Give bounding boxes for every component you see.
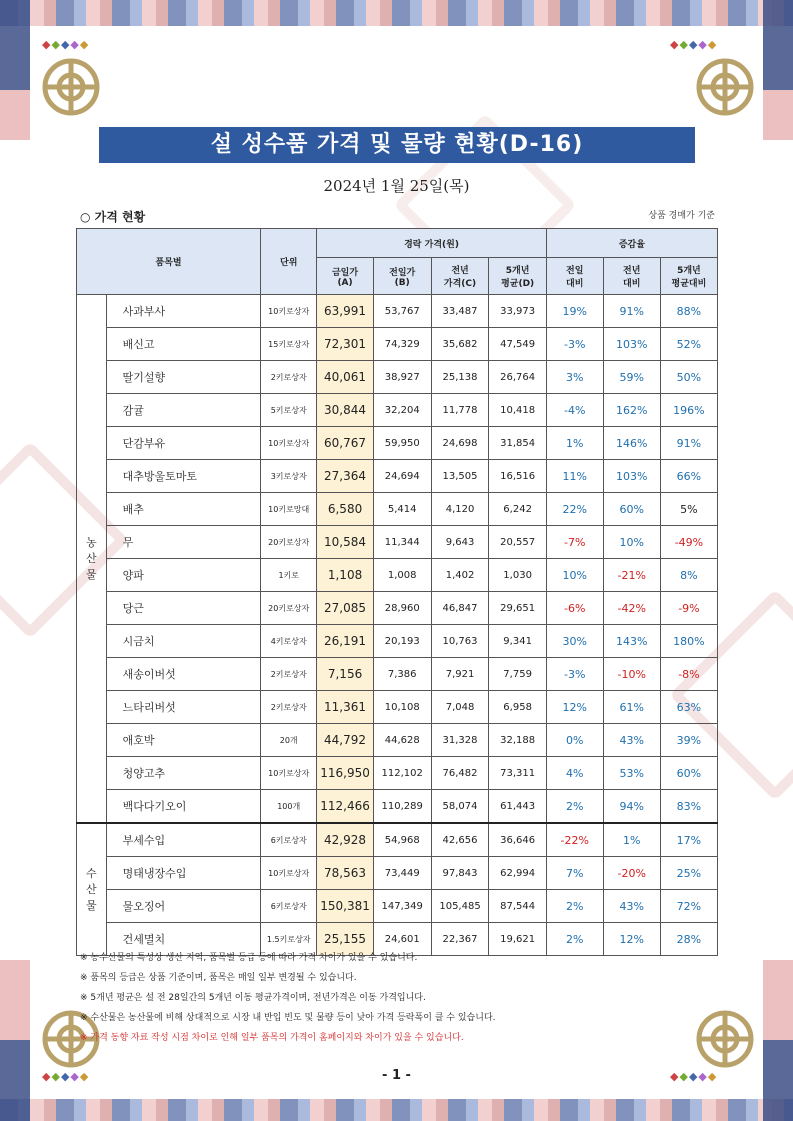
previous-day-price: 10,108: [373, 691, 431, 724]
table-row: [77, 625, 718, 658]
item-name: 부세수입: [106, 823, 261, 857]
five-year-average: 10,418: [489, 394, 546, 427]
table-row: [77, 427, 718, 460]
item-unit: 2키로상자: [261, 691, 317, 724]
diamond-row-top-right-icon: ◆◆◆◆◆: [670, 38, 718, 51]
previous-day-price: 74,329: [373, 328, 431, 361]
change-vs-last-year: 10%: [603, 526, 660, 559]
today-price: 60,767: [317, 427, 374, 460]
change-vs-last-year: -20%: [603, 857, 660, 890]
five-year-average: 1,030: [489, 559, 546, 592]
last-year-price: 11,778: [431, 394, 489, 427]
header-change-group: 증감율: [546, 229, 717, 258]
previous-day-price: 5,414: [373, 493, 431, 526]
change-vs-last-year: 143%: [603, 625, 660, 658]
today-price: 150,381: [317, 890, 374, 923]
today-price: 78,563: [317, 857, 374, 890]
change-vs-five-year: 39%: [660, 724, 717, 757]
diamond-row-bottom-left-icon: ◆◆◆◆◆: [42, 1070, 90, 1083]
five-year-average: 32,188: [489, 724, 546, 757]
today-price: 30,844: [317, 394, 374, 427]
change-vs-last-year: 146%: [603, 427, 660, 460]
previous-day-price: 44,628: [373, 724, 431, 757]
footnote: ※ 농수산물의 특성상 생산 지역, 품목별 등급 등에 따라 가격 차이가 있을 수 있습니다.: [80, 953, 418, 963]
item-unit: 6키로상자: [261, 890, 317, 923]
previous-day-price: 110,289: [373, 790, 431, 824]
item-unit: 10키로상자: [261, 857, 317, 890]
change-vs-five-year: 52%: [660, 328, 717, 361]
last-year-price: 58,074: [431, 790, 489, 824]
change-vs-five-year: 28%: [660, 923, 717, 956]
five-year-average: 47,549: [489, 328, 546, 361]
footnote: ※ 수산물은 농산물에 비해 상대적으로 시장 내 반입 빈도 및 물량 등이 낮아 가격 등락폭이 클 수 있습니다.: [80, 1013, 496, 1023]
item-unit: 6키로상자: [261, 823, 317, 857]
header-previous-day-price: 전일가 (B): [373, 258, 431, 295]
footnote-warning: ※ 가격 동향 자료 작성 시점 차이로 인해 일부 품목의 가격이 홈페이지와 차이가 있을 수 있습니다.: [80, 1033, 464, 1043]
change-vs-five-year: 196%: [660, 394, 717, 427]
today-price: 112,466: [317, 790, 374, 824]
change-vs-previous-day: 2%: [546, 790, 603, 824]
change-vs-previous-day: 11%: [546, 460, 603, 493]
change-vs-previous-day: 19%: [546, 295, 603, 328]
today-price: 6,580: [317, 493, 374, 526]
item-unit: 3키로상자: [261, 460, 317, 493]
table-row: [77, 857, 718, 890]
change-vs-five-year: -49%: [660, 526, 717, 559]
item-name: 느타리버섯: [106, 691, 261, 724]
header-today-price: 금일가 (A): [317, 258, 374, 295]
decorative-bottom-border: [0, 1099, 793, 1121]
change-vs-last-year: 94%: [603, 790, 660, 824]
change-vs-previous-day: 22%: [546, 493, 603, 526]
item-name: 사과부사: [106, 295, 261, 328]
today-price: 63,991: [317, 295, 374, 328]
change-vs-previous-day: 1%: [546, 427, 603, 460]
today-price: 42,928: [317, 823, 374, 857]
item-unit: 10키로상자: [261, 427, 317, 460]
change-vs-previous-day: -3%: [546, 658, 603, 691]
five-year-average: 61,443: [489, 790, 546, 824]
item-unit: 100개: [261, 790, 317, 824]
today-price: 1,108: [317, 559, 374, 592]
header-unit: 단위: [261, 229, 317, 295]
today-price: 27,364: [317, 460, 374, 493]
header-vs-last-year: 전년 대비: [603, 258, 660, 295]
change-vs-five-year: 91%: [660, 427, 717, 460]
diamond-row-top-left-icon: ◆◆◆◆◆: [42, 38, 90, 51]
change-vs-last-year: 162%: [603, 394, 660, 427]
change-vs-previous-day: -3%: [546, 328, 603, 361]
price-table: [76, 228, 718, 956]
previous-day-price: 24,601: [373, 923, 431, 956]
five-year-average: 7,759: [489, 658, 546, 691]
table-row: [77, 823, 718, 857]
item-name: 새송이버섯: [106, 658, 261, 691]
today-price: 11,361: [317, 691, 374, 724]
item-unit: 20키로상자: [261, 592, 317, 625]
table-row: [77, 890, 718, 923]
item-unit: 2키로상자: [261, 658, 317, 691]
five-year-average: 62,994: [489, 857, 546, 890]
change-vs-last-year: -21%: [603, 559, 660, 592]
previous-day-price: 147,349: [373, 890, 431, 923]
change-vs-five-year: 83%: [660, 790, 717, 824]
five-year-average: 6,958: [489, 691, 546, 724]
five-year-average: 16,516: [489, 460, 546, 493]
ornament-top-right-icon: [690, 52, 760, 122]
five-year-average: 19,621: [489, 923, 546, 956]
today-price: 10,584: [317, 526, 374, 559]
last-year-price: 22,367: [431, 923, 489, 956]
five-year-average: 87,544: [489, 890, 546, 923]
item-name: 명태냉장수입: [106, 857, 261, 890]
diamond-row-bottom-right-icon: ◆◆◆◆◆: [670, 1070, 718, 1083]
item-unit: 10키로상자: [261, 295, 317, 328]
last-year-price: 1,402: [431, 559, 489, 592]
item-name: 물오징어: [106, 890, 261, 923]
five-year-average: 36,646: [489, 823, 546, 857]
change-vs-previous-day: -4%: [546, 394, 603, 427]
change-vs-previous-day: 12%: [546, 691, 603, 724]
today-price: 116,950: [317, 757, 374, 790]
change-vs-last-year: -42%: [603, 592, 660, 625]
last-year-price: 33,487: [431, 295, 489, 328]
today-price: 7,156: [317, 658, 374, 691]
table-row: [77, 328, 718, 361]
change-vs-last-year: 43%: [603, 890, 660, 923]
five-year-average: 33,973: [489, 295, 546, 328]
today-price: 72,301: [317, 328, 374, 361]
five-year-average: 9,341: [489, 625, 546, 658]
change-vs-five-year: 17%: [660, 823, 717, 857]
footnote: ※ 5개년 평균은 설 전 28일간의 5개년 이동 평균가격이며, 전년가격은 이동 가격입니다.: [80, 993, 426, 1003]
table-row: [77, 757, 718, 790]
last-year-price: 10,763: [431, 625, 489, 658]
table-row: [77, 460, 718, 493]
item-unit: 20개: [261, 724, 317, 757]
five-year-average: 20,557: [489, 526, 546, 559]
decorative-top-border: [0, 0, 793, 26]
last-year-price: 13,505: [431, 460, 489, 493]
item-name: 무: [106, 526, 261, 559]
item-unit: 1키로: [261, 559, 317, 592]
last-year-price: 35,682: [431, 328, 489, 361]
item-unit: 10키로망대: [261, 493, 317, 526]
header-item: 품목별: [77, 229, 261, 295]
item-name: 배신고: [106, 328, 261, 361]
item-name: 양파: [106, 559, 261, 592]
last-year-price: 24,698: [431, 427, 489, 460]
report-date: 2024년 1월 25일(목): [323, 177, 470, 195]
item-name: 시금치: [106, 625, 261, 658]
change-vs-last-year: 60%: [603, 493, 660, 526]
header-last-year-price: 전년 가격(C): [431, 258, 489, 295]
header-vs-previous-day: 전일 대비: [546, 258, 603, 295]
item-unit: 5키로상자: [261, 394, 317, 427]
change-vs-five-year: 60%: [660, 757, 717, 790]
change-vs-previous-day: 7%: [546, 857, 603, 890]
footnote: ※ 품목의 등급은 상품 기준이며, 품목은 매일 일부 변경될 수 있습니다.: [80, 973, 357, 983]
five-year-average: 26,764: [489, 361, 546, 394]
previous-day-price: 11,344: [373, 526, 431, 559]
previous-day-price: 73,449: [373, 857, 431, 890]
change-vs-previous-day: 10%: [546, 559, 603, 592]
item-name: 건세멸치: [106, 923, 261, 956]
page-title: 설 성수품 가격 및 물량 현황(D-16): [99, 127, 695, 163]
item-unit: 2키로상자: [261, 361, 317, 394]
previous-day-price: 7,386: [373, 658, 431, 691]
ornament-bottom-right-icon: [690, 1004, 760, 1074]
table-row: [77, 394, 718, 427]
item-name: 단감부유: [106, 427, 261, 460]
change-vs-five-year: 180%: [660, 625, 717, 658]
item-unit: 1.5키로상자: [261, 923, 317, 956]
today-price: 40,061: [317, 361, 374, 394]
table-row: [77, 361, 718, 394]
previous-day-price: 32,204: [373, 394, 431, 427]
table-row: [77, 658, 718, 691]
last-year-price: 76,482: [431, 757, 489, 790]
page-number: - 1 -: [382, 1068, 411, 1083]
item-name: 배추: [106, 493, 261, 526]
change-vs-five-year: 63%: [660, 691, 717, 724]
item-name: 대추방울토마토: [106, 460, 261, 493]
table-row: [77, 724, 718, 757]
table-row: [77, 691, 718, 724]
price-basis-note: 상품 경매가 기준: [648, 211, 715, 221]
header-price-group: 경락 가격(원): [317, 229, 547, 258]
change-vs-five-year: 25%: [660, 857, 717, 890]
previous-day-price: 53,767: [373, 295, 431, 328]
header-five-year-average: 5개년 평균(D): [489, 258, 546, 295]
footnotes: [80, 948, 496, 1048]
table-row: [77, 493, 718, 526]
table-row: [77, 790, 718, 824]
change-vs-five-year: 8%: [660, 559, 717, 592]
change-vs-previous-day: 30%: [546, 625, 603, 658]
previous-day-price: 20,193: [373, 625, 431, 658]
previous-day-price: 1,008: [373, 559, 431, 592]
previous-day-price: 59,950: [373, 427, 431, 460]
change-vs-five-year: 66%: [660, 460, 717, 493]
last-year-price: 31,328: [431, 724, 489, 757]
last-year-price: 42,656: [431, 823, 489, 857]
item-unit: 20키로상자: [261, 526, 317, 559]
today-price: 27,085: [317, 592, 374, 625]
table-row: [77, 295, 718, 328]
change-vs-last-year: 61%: [603, 691, 660, 724]
table-row: [77, 559, 718, 592]
change-vs-five-year: 5%: [660, 493, 717, 526]
today-price: 44,792: [317, 724, 374, 757]
item-name: 백다다기오이: [106, 790, 261, 824]
item-name: 딸기설향: [106, 361, 261, 394]
change-vs-previous-day: -7%: [546, 526, 603, 559]
change-vs-previous-day: -22%: [546, 823, 603, 857]
last-year-price: 105,485: [431, 890, 489, 923]
last-year-price: 25,138: [431, 361, 489, 394]
last-year-price: 97,843: [431, 857, 489, 890]
change-vs-last-year: 59%: [603, 361, 660, 394]
change-vs-last-year: 43%: [603, 724, 660, 757]
item-name: 애호박: [106, 724, 261, 757]
category-agri: 농 산 물: [77, 295, 107, 824]
item-name: 감귤: [106, 394, 261, 427]
last-year-price: 9,643: [431, 526, 489, 559]
change-vs-last-year: 12%: [603, 923, 660, 956]
change-vs-five-year: 50%: [660, 361, 717, 394]
section-heading: ○ 가격 현황: [80, 210, 146, 224]
change-vs-previous-day: -6%: [546, 592, 603, 625]
five-year-average: 29,651: [489, 592, 546, 625]
item-unit: 15키로상자: [261, 328, 317, 361]
change-vs-five-year: -8%: [660, 658, 717, 691]
last-year-price: 46,847: [431, 592, 489, 625]
table-row: [77, 592, 718, 625]
change-vs-five-year: -9%: [660, 592, 717, 625]
previous-day-price: 38,927: [373, 361, 431, 394]
five-year-average: 6,242: [489, 493, 546, 526]
item-unit: 10키로상자: [261, 757, 317, 790]
change-vs-last-year: 103%: [603, 460, 660, 493]
change-vs-five-year: 88%: [660, 295, 717, 328]
decorative-right-border: [763, 0, 793, 1121]
change-vs-previous-day: 4%: [546, 757, 603, 790]
change-vs-last-year: 1%: [603, 823, 660, 857]
last-year-price: 7,048: [431, 691, 489, 724]
five-year-average: 31,854: [489, 427, 546, 460]
change-vs-five-year: 72%: [660, 890, 717, 923]
today-price: 25,155: [317, 923, 374, 956]
category-seafood: 수 산 물: [77, 823, 107, 956]
header-vs-five-year: 5개년 평균대비: [660, 258, 717, 295]
previous-day-price: 112,102: [373, 757, 431, 790]
previous-day-price: 54,968: [373, 823, 431, 857]
today-price: 26,191: [317, 625, 374, 658]
change-vs-previous-day: 3%: [546, 361, 603, 394]
five-year-average: 73,311: [489, 757, 546, 790]
change-vs-last-year: 53%: [603, 757, 660, 790]
change-vs-previous-day: 2%: [546, 923, 603, 956]
table-row: [77, 526, 718, 559]
item-unit: 4키로상자: [261, 625, 317, 658]
last-year-price: 7,921: [431, 658, 489, 691]
previous-day-price: 24,694: [373, 460, 431, 493]
ornament-top-left-icon: [36, 52, 106, 122]
change-vs-last-year: 91%: [603, 295, 660, 328]
last-year-price: 4,120: [431, 493, 489, 526]
change-vs-last-year: -10%: [603, 658, 660, 691]
change-vs-previous-day: 2%: [546, 890, 603, 923]
change-vs-last-year: 103%: [603, 328, 660, 361]
item-name: 청양고추: [106, 757, 261, 790]
change-vs-previous-day: 0%: [546, 724, 603, 757]
item-name: 당근: [106, 592, 261, 625]
previous-day-price: 28,960: [373, 592, 431, 625]
